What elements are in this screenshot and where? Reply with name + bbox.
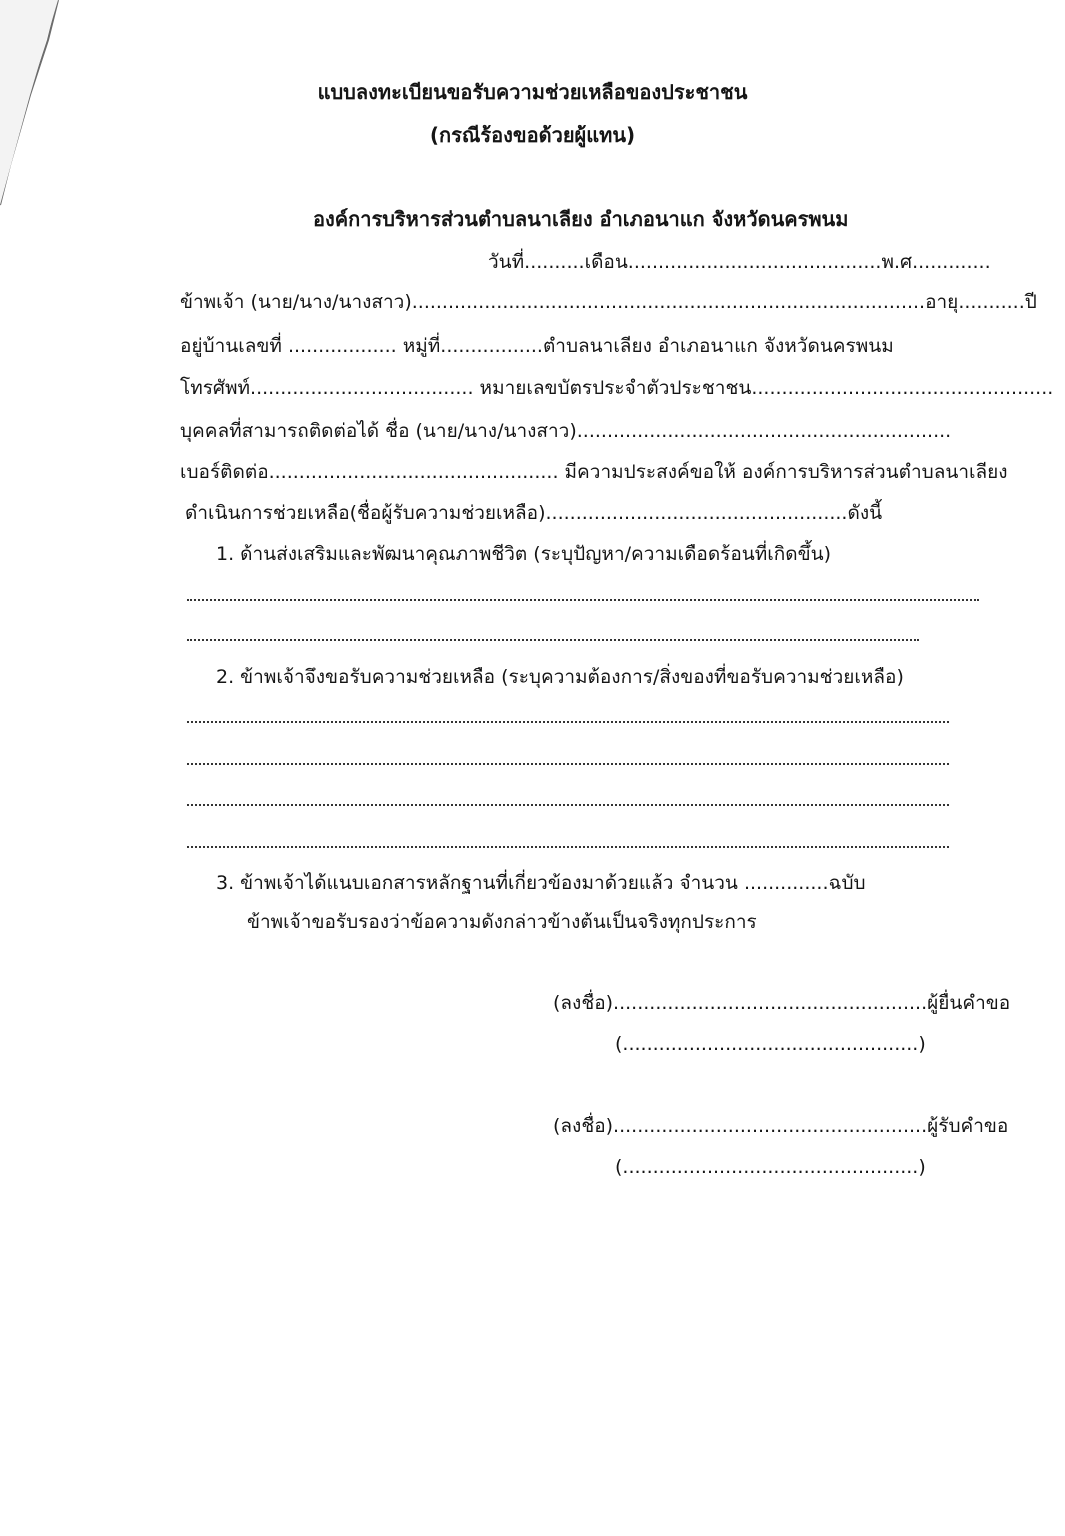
organization-line: องค์การบริหารส่วนตำบลนาเลียง อำเภอนาแก จังหวัดนครพนม (313, 207, 849, 231)
applicant-printed-name: (.................................................) (615, 1033, 926, 1055)
form-subtitle: (กรณีร้องขอด้วยผู้แทน) (429, 123, 636, 147)
item-2-heading: 2. ข้าพเจ้าจึงขอรับความช่วยเหลือ (ระบุความต้องการ/สิ่งของที่ขอรับความช่วยเหลือ) (216, 666, 904, 688)
certification-line: ข้าพเจ้าขอรับรองว่าข้อความดังกล่าวข้างต้นเป็นจริงทุกประการ (247, 911, 757, 933)
address-line: อยู่บ้านเลขที่ .................. หมู่ที่.................ตำบลนาเลียง อำเภอนาแก จังหวัดนครพนม (180, 335, 894, 357)
item-2-blank-line (187, 804, 949, 806)
item-2-blank-line (187, 846, 949, 848)
form-title: แบบลงทะเบียนขอรับความช่วยเหลือของประชาชน (317, 80, 748, 104)
assist-name-line: ดำเนินการช่วยเหลือ(ชื่อผู้รับความช่วยเหลือ)..................................................ดังนี้ (185, 502, 883, 524)
date-line: วันที่..........เดือน..........................................พ.ศ............. (488, 251, 991, 273)
item-1-heading: 1. ด้านส่งเสริมและพัฒนาคุณภาพชีวิต (ระบุปัญหา/ความเดือดร้อนที่เกิดขึ้น) (216, 543, 832, 565)
item-2-blank-line (187, 763, 949, 765)
receiver-printed-name: (.................................................) (615, 1156, 926, 1178)
item-1-blank-line (187, 639, 919, 641)
applicant-signature-line: (ลงชื่อ)....................................................ผู้ยื่นคำขอ (553, 992, 1011, 1014)
item-3-heading: 3. ข้าพเจ้าได้แนบเอกสารหลักฐานที่เกี่ยวข้องมาด้วยแล้ว จำนวน ..............ฉบับ (216, 872, 866, 894)
item-2-blank-line (187, 721, 949, 723)
applicant-name-line: ข้าพเจ้า (นาย/นาง/นางสาว).....................................................................................อายุ...........ปี (180, 291, 1037, 313)
contact-person-line: บุคคลที่สามารถติดต่อได้ ชื่อ (นาย/นาง/นางสาว).............................................................. (180, 420, 952, 442)
phone-id-line: โทรศัพท์..................................... หมายเลขบัตรประจำตัวประชาชน.................................................. (180, 377, 1054, 399)
receiver-signature-line: (ลงชื่อ)....................................................ผู้รับคำขอ (553, 1115, 1009, 1137)
contact-phone-line: เบอร์ติดต่อ................................................ มีความประสงค์ขอให้ องค์การบริหารส่วนตำบลนาเลียง (180, 461, 1008, 483)
item-1-blank-line (187, 599, 979, 601)
